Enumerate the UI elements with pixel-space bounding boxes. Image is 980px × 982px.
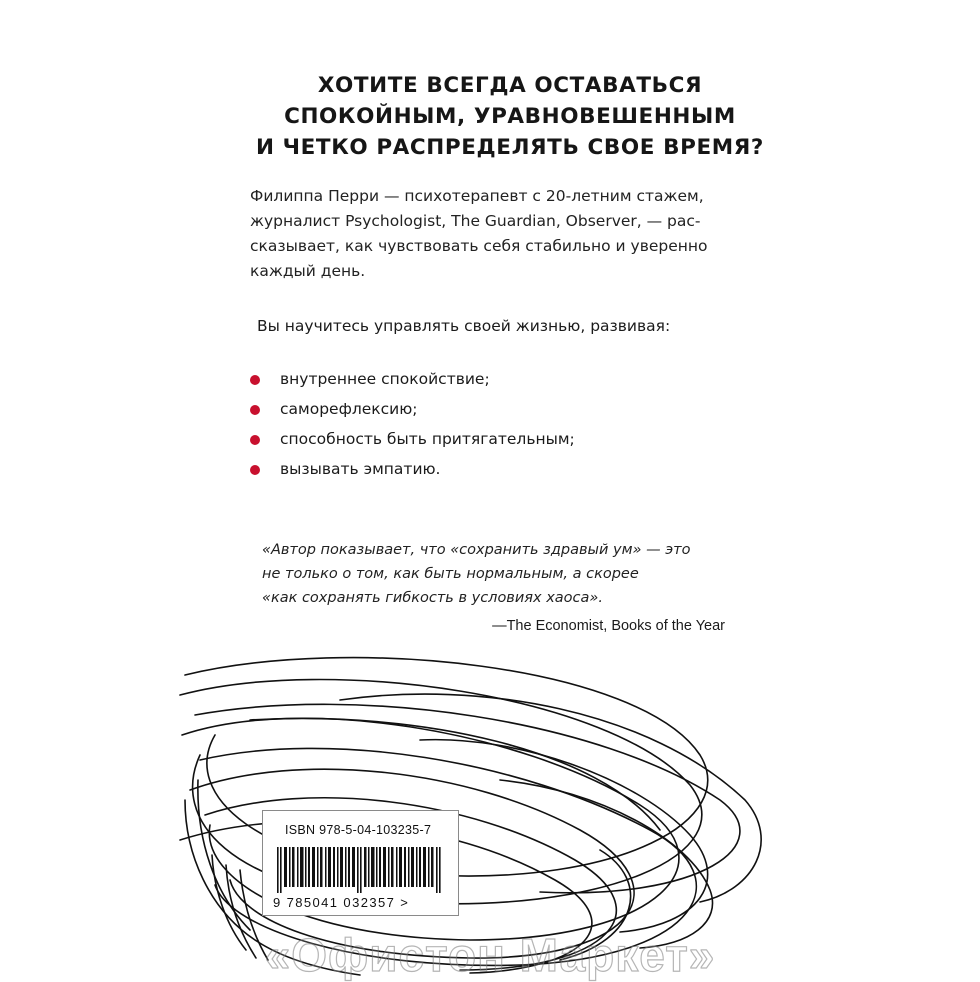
intro-line: каждый день. [250, 262, 366, 280]
quote-line: не только о том, как быть нормальным, а скорее [262, 566, 639, 582]
intro-line: сказывает, как чувствовать себя стабильно и уверенно [250, 237, 708, 255]
red-bullet-icon [250, 435, 260, 445]
barcode-digits: 9 785041 032357 > [273, 895, 410, 910]
store-watermark: «Офистон Маркет» [264, 929, 716, 981]
list-item-text: вызывать эмпатию. [280, 460, 441, 478]
quote-attribution: —The Economist, Books of the Year [492, 618, 725, 634]
bullet-list-lead: Вы научитесь управлять своей жизнью, развивая: [257, 317, 671, 335]
quote-line: «Автор показывает, что «сохранить здравый ум» — это [262, 542, 691, 558]
headline-line: ХОТИТЕ ВСЕГДА ОСТАВАТЬСЯ [317, 73, 703, 98]
barcode-panel [262, 810, 459, 916]
isbn-number: ISBN 978-5-04-103235-7 [285, 823, 432, 837]
intro-line: Филиппа Перри — психотерапевт с 20-летним стажем, [250, 187, 704, 205]
review-quote [262, 538, 691, 610]
red-bullet-icon [250, 375, 260, 385]
quote-line: «как сохранять гибкость в условиях хаоса». [262, 590, 603, 606]
red-bullet-icon [250, 465, 260, 475]
barcode-icon [277, 847, 447, 893]
intro-line: журналист Psychologist, The Guardian, Observer, — рас- [250, 212, 701, 230]
headline-line: СПОКОЙНЫМ, УРАВНОВЕШЕННЫМ [284, 104, 736, 129]
list-item-text: внутреннее спокойствие; [280, 370, 490, 388]
headline [200, 70, 820, 163]
list-item-text: саморефлексию; [280, 400, 418, 418]
headline-line: И ЧЕТКО РАСПРЕДЕЛЯТЬ СВОЕ ВРЕМЯ? [255, 135, 764, 160]
intro-paragraph [250, 184, 790, 284]
red-bullet-icon [250, 405, 260, 415]
list-item-text: способность быть притягательным; [280, 430, 575, 448]
